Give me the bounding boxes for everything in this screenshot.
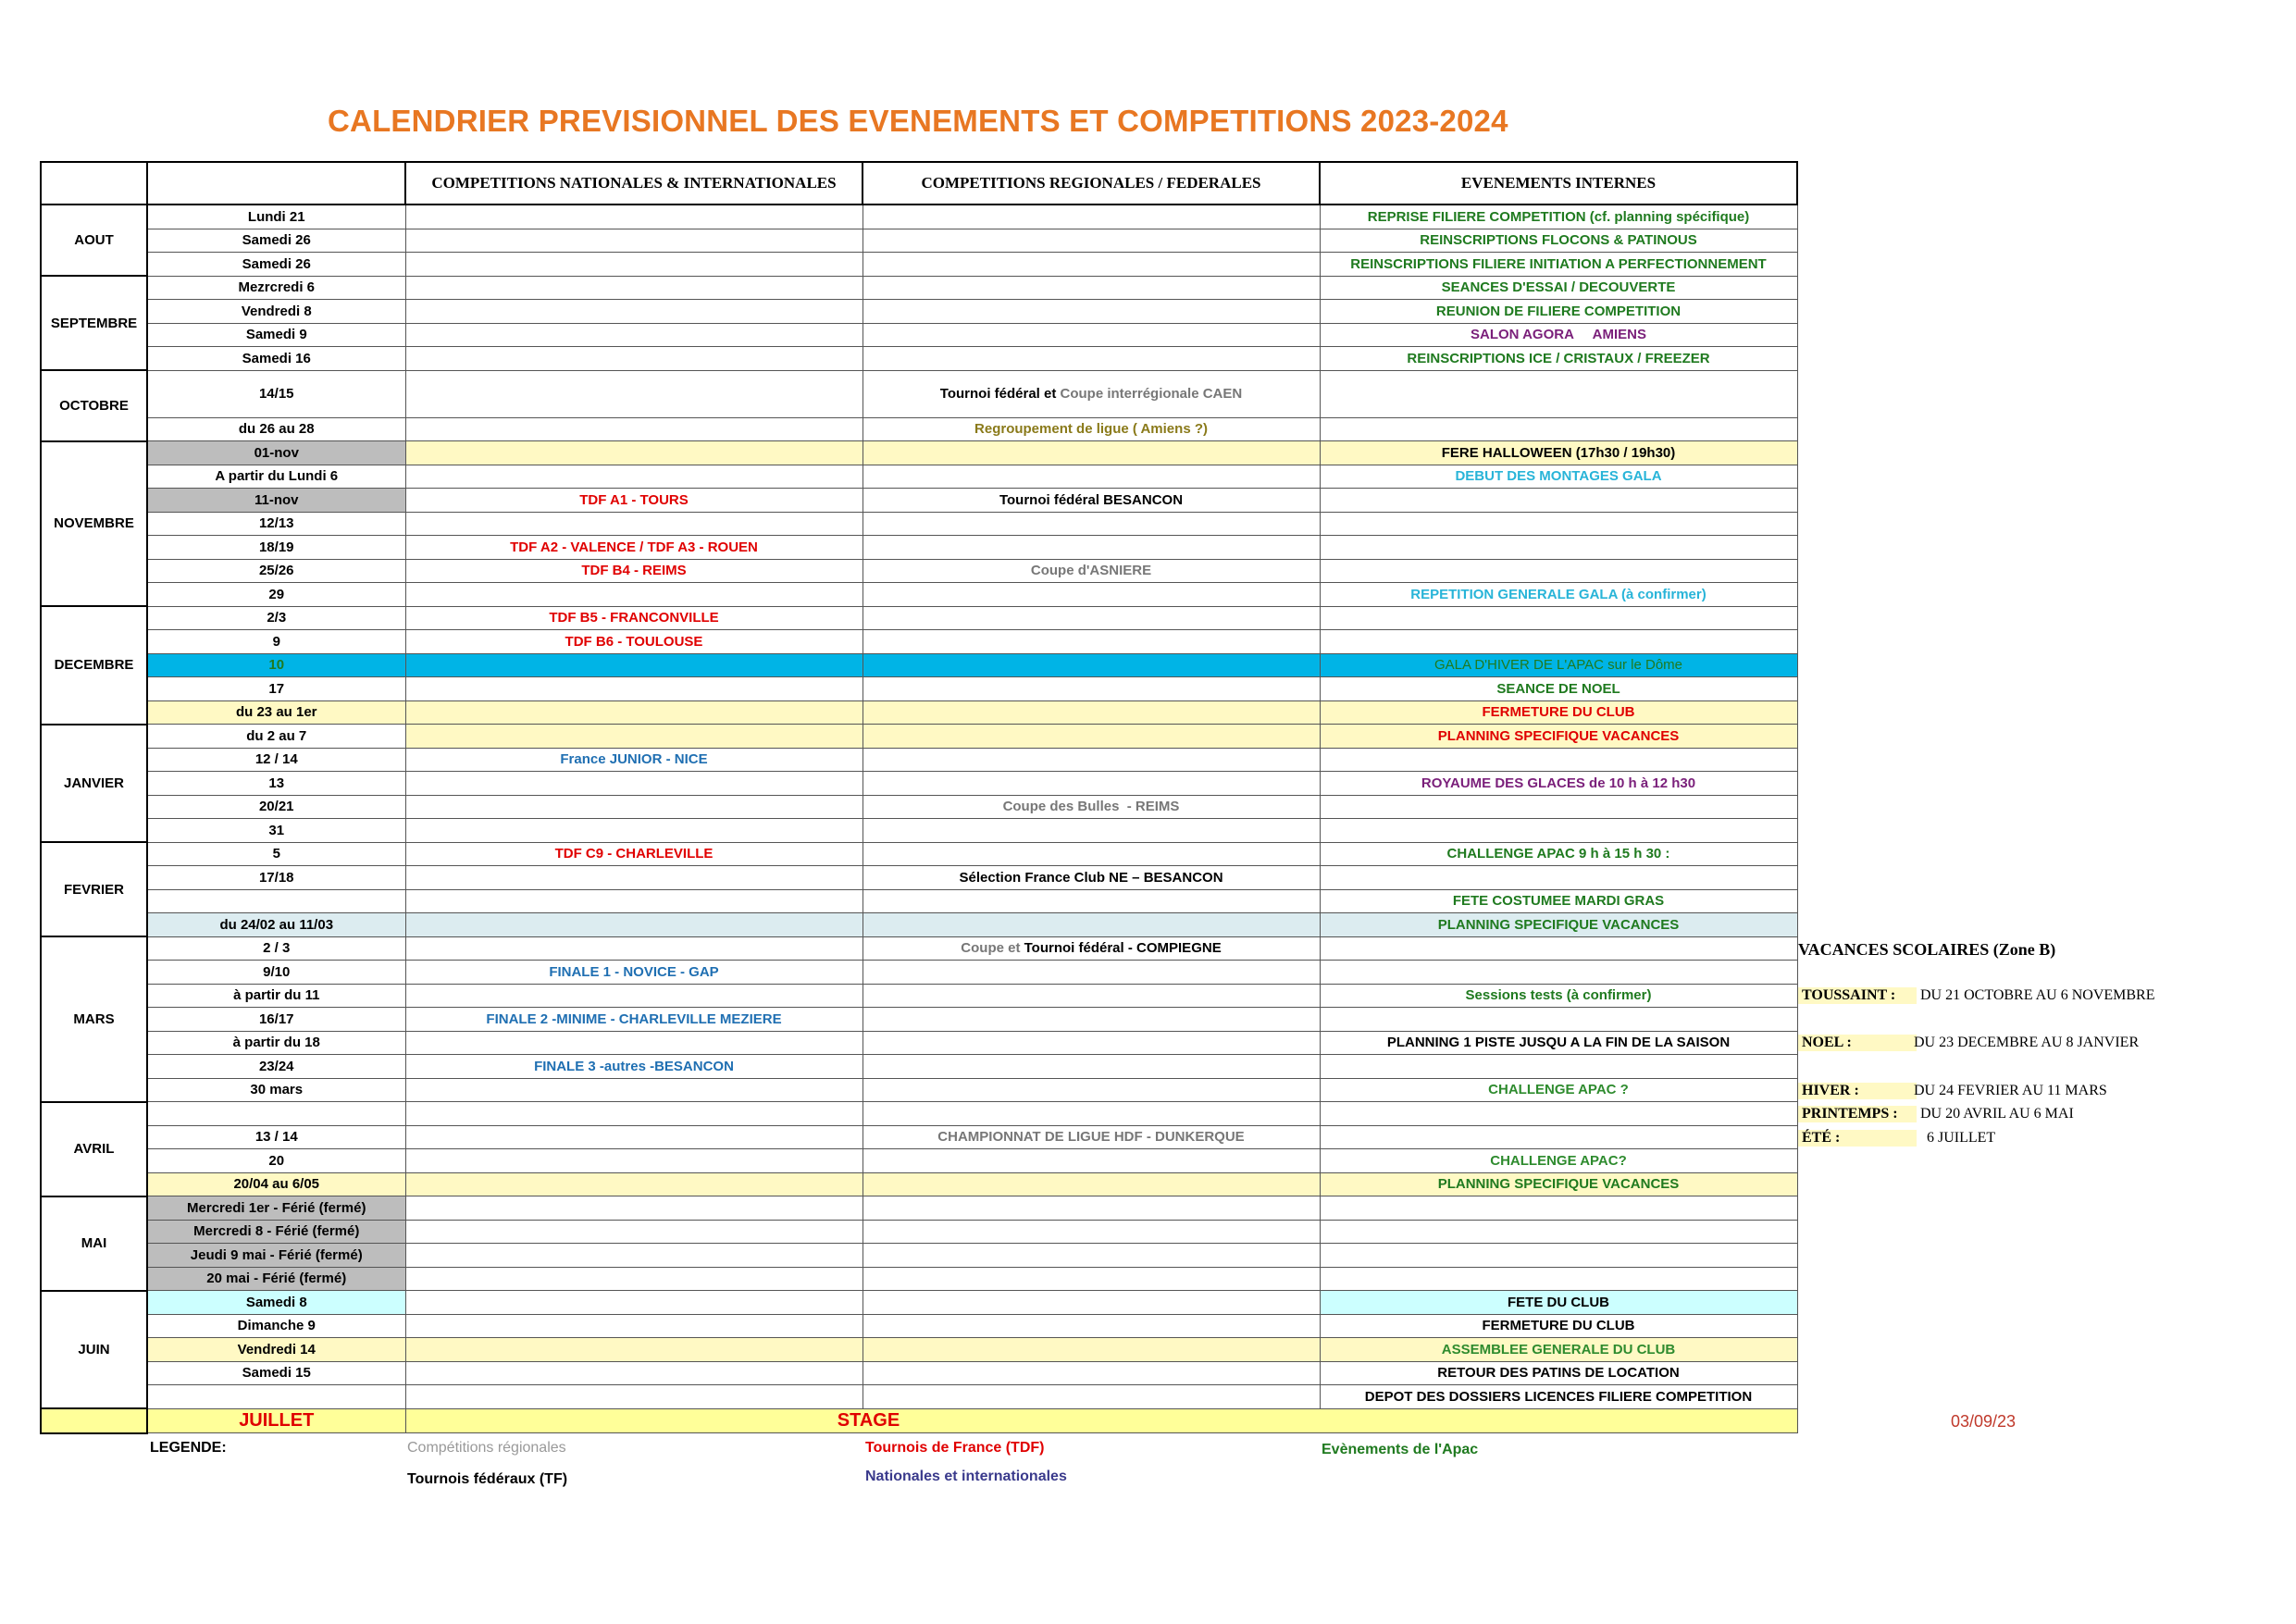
date-cell: du 2 au 7 <box>147 725 405 749</box>
date-cell: Samedi 15 <box>147 1361 405 1385</box>
calendar-table <box>40 161 1798 1434</box>
event-cell: SEANCE DE NOEL <box>1320 677 1797 701</box>
event-cell: PLANNING SPECIFIQUE VACANCES <box>1320 725 1797 749</box>
date-cell: du 26 au 28 <box>147 417 405 441</box>
event-cell: FERE HALLOWEEN (17h30 / 19h30) <box>1320 441 1797 465</box>
month-cell: JANVIER <box>41 725 147 843</box>
legend-apac: Evènements de l'Apac <box>1322 1442 1479 1457</box>
table-row <box>41 748 1797 772</box>
table-row <box>41 677 1797 701</box>
table-row <box>41 370 1797 417</box>
event-cell: REPRISE FILIERE COMPETITION (cf. planning spécifique) <box>1320 205 1797 229</box>
date-cell: Mercredi 1er - Férié (fermé) <box>147 1196 405 1221</box>
table-row <box>41 559 1797 583</box>
event-cell: CHALLENGE APAC? <box>1320 1149 1797 1173</box>
vacances-printemps-label: PRINTEMPS : <box>1798 1106 1917 1122</box>
event-cell: Coupe d'ASNIERE <box>863 559 1320 583</box>
date-cell: 29 <box>147 583 405 607</box>
table-row <box>41 1008 1797 1032</box>
event-cell: REUNION DE FILIERE COMPETITION <box>1320 300 1797 324</box>
month-cell: FEVRIER <box>41 842 147 936</box>
date-cell: A partir du Lundi 6 <box>147 465 405 489</box>
table-row <box>41 253 1797 277</box>
table-row <box>41 1291 1797 1315</box>
date-cell: Mezrcredi 6 <box>147 276 405 300</box>
date-cell: Samedi 9 <box>147 323 405 347</box>
event-cell: SALON AGORA AMIENS <box>1320 323 1797 347</box>
table-row <box>41 1267 1797 1291</box>
event-cell: REINSCRIPTIONS ICE / CRISTAUX / FREEZER <box>1320 347 1797 371</box>
date-cell: Dimanche 9 <box>147 1314 405 1338</box>
table-row <box>41 630 1797 654</box>
date-stamp: 03/09/23 <box>1951 1412 2017 1431</box>
date-cell: 20 <box>147 1149 405 1173</box>
table-row <box>41 276 1797 300</box>
event-cell: Tournoi fédéral et Coupe interrégionale CAEN <box>863 370 1320 417</box>
date-cell: du 24/02 au 11/03 <box>147 913 405 937</box>
date-cell: 13 / 14 <box>147 1125 405 1149</box>
vacances-noel-label: NOEL : <box>1798 1035 1917 1051</box>
table-row <box>41 961 1797 985</box>
table-row <box>41 465 1797 489</box>
date-cell: 5 <box>147 842 405 866</box>
table-row <box>41 1055 1797 1079</box>
month-cell: JUIN <box>41 1291 147 1409</box>
table-header-row <box>41 162 1797 205</box>
date-cell: JUILLET <box>147 1408 405 1433</box>
event-cell: FINALE 3 -autres -BESANCON <box>405 1055 863 1079</box>
date-cell: 20/04 au 6/05 <box>147 1172 405 1196</box>
event-cell: ASSEMBLEE GENERALE DU CLUB <box>1320 1338 1797 1362</box>
event-cell: CHALLENGE APAC ? <box>1320 1078 1797 1102</box>
event-cell: FETE DU CLUB <box>1320 1291 1797 1315</box>
table-row <box>41 1220 1797 1244</box>
table-row <box>41 1196 1797 1221</box>
date-cell <box>147 1385 405 1409</box>
event-cell: Coupe et Tournoi fédéral - COMPIEGNE <box>863 936 1320 961</box>
vacances-title: VACANCES SCOLAIRES (Zone B) <box>1798 940 2056 959</box>
event-cell: PLANNING 1 PISTE JUSQU A LA FIN DE LA SAISON <box>1320 1031 1797 1055</box>
date-cell: à partir du 11 <box>147 984 405 1008</box>
month-cell: AVRIL <box>41 1102 147 1196</box>
date-cell: 30 mars <box>147 1078 405 1102</box>
table-row <box>41 772 1797 796</box>
event-cell: REINSCRIPTIONS FLOCONS & PATINOUS <box>1320 229 1797 253</box>
date-cell: 18/19 <box>147 536 405 560</box>
date-cell: 9/10 <box>147 961 405 985</box>
event-cell: Regroupement de ligue ( Amiens ?) <box>863 417 1320 441</box>
event-cell: Sessions tests (à confirmer) <box>1320 984 1797 1008</box>
date-cell: 23/24 <box>147 1055 405 1079</box>
date-cell: Vendredi 14 <box>147 1338 405 1362</box>
event-cell: TDF B4 - REIMS <box>405 559 863 583</box>
event-cell: FINALE 1 - NOVICE - GAP <box>405 961 863 985</box>
month-cell: MAI <box>41 1196 147 1291</box>
table-row <box>41 441 1797 465</box>
month-cell: SEPTEMBRE <box>41 276 147 370</box>
table-row <box>41 489 1797 513</box>
table-row <box>41 1125 1797 1149</box>
table-row <box>41 1314 1797 1338</box>
legend-tdf: Tournois de France (TDF) <box>865 1440 1045 1456</box>
date-cell: 17/18 <box>147 866 405 890</box>
table-row <box>41 606 1797 630</box>
date-cell: 25/26 <box>147 559 405 583</box>
month-cell: OCTOBRE <box>41 370 147 441</box>
table-row <box>41 653 1797 677</box>
date-cell: 20 mai - Férié (fermé) <box>147 1267 405 1291</box>
event-cell: RETOUR DES PATINS DE LOCATION <box>1320 1361 1797 1385</box>
date-cell: Samedi 8 <box>147 1291 405 1315</box>
header-nationales: COMPETITIONS NATIONALES & INTERNATIONALES <box>405 162 863 205</box>
event-cell: DEBUT DES MONTAGES GALA <box>1320 465 1797 489</box>
date-cell: 9 <box>147 630 405 654</box>
table-row <box>41 229 1797 253</box>
date-cell: Vendredi 8 <box>147 300 405 324</box>
date-cell: 13 <box>147 772 405 796</box>
table-row <box>41 795 1797 819</box>
event-cell: TDF A2 - VALENCE / TDF A3 - ROUEN <box>405 536 863 560</box>
date-cell: Samedi 16 <box>147 347 405 371</box>
table-row <box>41 725 1797 749</box>
event-cell: ROYAUME DES GLACES de 10 h à 12 h30 <box>1320 772 1797 796</box>
vacances-hiver-label: HIVER : <box>1798 1083 1917 1099</box>
date-cell: Mercredi 8 - Férié (fermé) <box>147 1220 405 1244</box>
table-row <box>41 936 1797 961</box>
date-cell: Samedi 26 <box>147 229 405 253</box>
table-row <box>41 417 1797 441</box>
event-cell: TDF A1 - TOURS <box>405 489 863 513</box>
table-row <box>41 583 1797 607</box>
month-cell: AOUT <box>41 205 147 276</box>
legend-federal: Tournois fédéraux (TF) <box>407 1471 568 1487</box>
vacances-ete: 6 JUILLET <box>1927 1130 1996 1146</box>
date-cell: 20/21 <box>147 795 405 819</box>
table-row <box>41 300 1797 324</box>
table-row <box>41 1385 1797 1409</box>
date-cell: 31 <box>147 819 405 843</box>
month-cell: MARS <box>41 936 147 1102</box>
event-cell: REINSCRIPTIONS FILIERE INITIATION A PERFECTIONNEMENT <box>1320 253 1797 277</box>
event-cell: CHALLENGE APAC 9 h à 15 h 30 : <box>1320 842 1797 866</box>
table-row <box>41 1244 1797 1268</box>
vacances-toussaint: DU 21 OCTOBRE AU 6 NOVEMBRE <box>1920 987 2155 1003</box>
event-cell: Tournoi fédéral BESANCON <box>863 489 1320 513</box>
header-regionales: COMPETITIONS REGIONALES / FEDERALES <box>863 162 1320 205</box>
table-row <box>41 819 1797 843</box>
table-row <box>41 866 1797 890</box>
date-cell: Lundi 21 <box>147 205 405 229</box>
date-cell: Jeudi 9 mai - Férié (fermé) <box>147 1244 405 1268</box>
header-internes: EVENEMENTS INTERNES <box>1320 162 1797 205</box>
date-cell: 2/3 <box>147 606 405 630</box>
event-cell: CHAMPIONNAT DE LIGUE HDF - DUNKERQUE <box>863 1125 1320 1149</box>
event-cell: REPETITION GENERALE GALA (à confirmer) <box>1320 583 1797 607</box>
table-row <box>41 512 1797 536</box>
table-row <box>41 1031 1797 1055</box>
legend-regional: Compétitions régionales <box>407 1440 566 1456</box>
vacances-toussaint-label: TOUSSAINT : <box>1798 987 1917 1004</box>
event-cell: PLANNING SPECIFIQUE VACANCES <box>1320 913 1797 937</box>
event-cell: SEANCES D'ESSAI / DECOUVERTE <box>1320 276 1797 300</box>
event-cell: FETE COSTUMEE MARDI GRAS <box>1320 889 1797 913</box>
event-cell: France JUNIOR - NICE <box>405 748 863 772</box>
date-cell: Samedi 26 <box>147 253 405 277</box>
table-row <box>41 205 1797 229</box>
event-cell: TDF C9 - CHARLEVILLE <box>405 842 863 866</box>
vacances-hiver: DU 24 FEVRIER AU 11 MARS <box>1914 1083 2107 1098</box>
table-row <box>41 984 1797 1008</box>
vacances-noel: DU 23 DECEMBRE AU 8 JANVIER <box>1914 1035 2140 1050</box>
event-cell: TDF B5 - FRANCONVILLE <box>405 606 863 630</box>
table-row <box>41 889 1797 913</box>
table-row <box>41 913 1797 937</box>
vacances-printemps: DU 20 AVRIL AU 6 MAI <box>1920 1106 2074 1122</box>
table-row <box>41 1078 1797 1102</box>
date-cell: du 23 au 1er <box>147 700 405 725</box>
table-row <box>41 347 1797 371</box>
date-cell: 12 / 14 <box>147 748 405 772</box>
event-cell: Sélection France Club NE – BESANCON <box>863 866 1320 890</box>
table-row <box>41 536 1797 560</box>
table-row <box>41 842 1797 866</box>
table-row <box>41 1361 1797 1385</box>
event-cell: FERMETURE DU CLUB <box>1320 1314 1797 1338</box>
event-cell: FINALE 2 -MINIME - CHARLEVILLE MEZIERE <box>405 1008 863 1032</box>
date-cell: 16/17 <box>147 1008 405 1032</box>
legend-label: LEGENDE: <box>150 1440 227 1456</box>
legend-nationales: Nationales et internationales <box>865 1469 1067 1484</box>
event-cell: Coupe des Bulles - REIMS <box>863 795 1320 819</box>
table-row <box>41 323 1797 347</box>
date-cell: 10 <box>147 653 405 677</box>
table-row <box>41 1408 1797 1433</box>
table-row <box>41 1102 1797 1126</box>
table-row <box>41 700 1797 725</box>
date-cell: 12/13 <box>147 512 405 536</box>
page-title: CALENDRIER PREVISIONNEL DES EVENEMENTS ET COMPETITIONS 2023-2024 <box>328 104 1508 138</box>
event-cell: FERMETURE DU CLUB <box>1320 700 1797 725</box>
month-cell: DECEMBRE <box>41 606 147 725</box>
event-cell: TDF B6 - TOULOUSE <box>405 630 863 654</box>
date-cell: 11-nov <box>147 489 405 513</box>
date-cell <box>147 889 405 913</box>
event-cell: DEPOT DES DOSSIERS LICENCES FILIERE COMPETITION <box>1320 1385 1797 1409</box>
date-cell: 14/15 <box>147 370 405 417</box>
vacances-ete-label: ÉTÉ : <box>1798 1130 1917 1147</box>
date-cell: 01-nov <box>147 441 405 465</box>
date-cell: 17 <box>147 677 405 701</box>
event-cell: PLANNING SPECIFIQUE VACANCES <box>1320 1172 1797 1196</box>
table-row <box>41 1172 1797 1196</box>
stage-cell: STAGE <box>405 1408 1797 1433</box>
table-row <box>41 1338 1797 1362</box>
month-cell: NOVEMBRE <box>41 441 147 607</box>
date-cell: 2 / 3 <box>147 936 405 961</box>
date-cell: à partir du 18 <box>147 1031 405 1055</box>
date-cell <box>147 1102 405 1126</box>
event-cell: GALA D'HIVER DE L'APAC sur le Dôme <box>1320 653 1797 677</box>
table-row <box>41 1149 1797 1173</box>
